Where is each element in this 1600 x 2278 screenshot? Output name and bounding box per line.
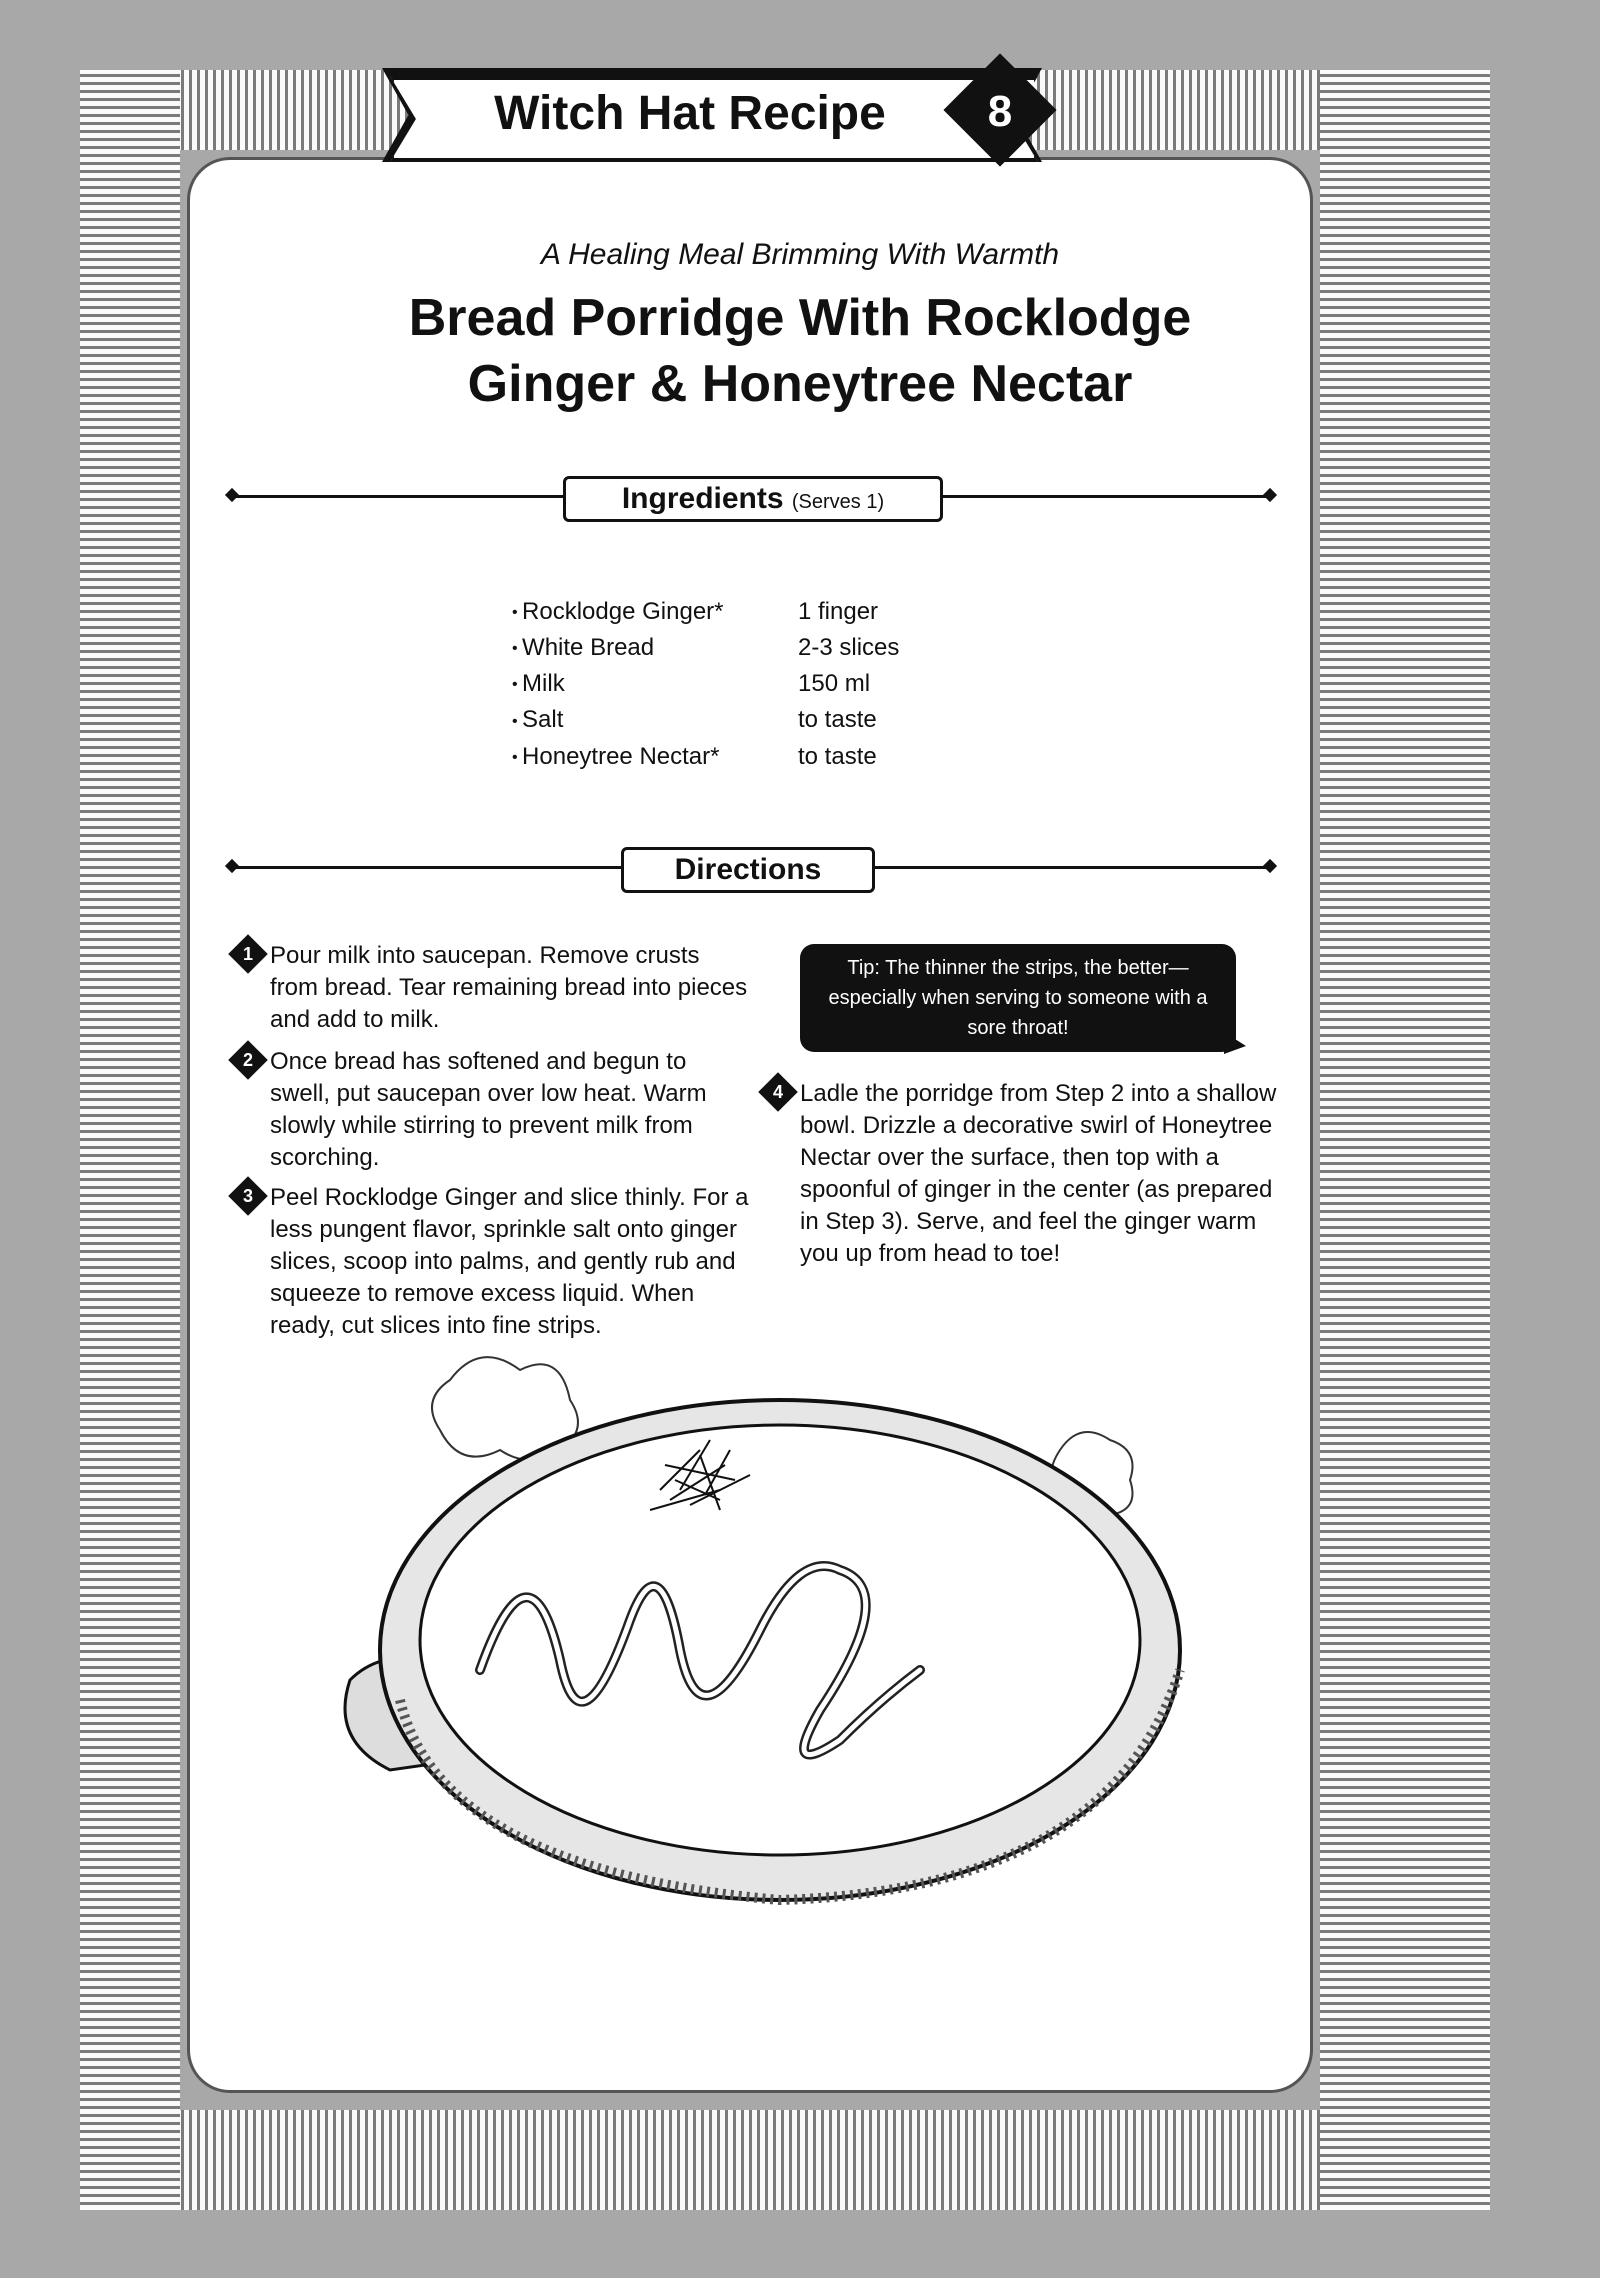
step-text: Pour milk into saucepan. Remove crusts from bread. Tear remaining bread into pieces and add to milk. (270, 942, 748, 1033)
step-text: Once bread has softened and begun to swell, put saucepan over low heat. Warm slowly while stirring to prevent milk from scorching. (270, 1048, 707, 1171)
tip-text: Tip: The thinner the strips, the better—especially when serving to someone with a sore throat! (828, 957, 1208, 1039)
ingredient-name: • White Bread (512, 630, 798, 666)
list-item (512, 739, 1012, 775)
step-number-badge: 3 (228, 1176, 268, 1216)
direction-step-4 (772, 1078, 1280, 1270)
list-item (512, 630, 1012, 666)
direction-step-2 (242, 1046, 750, 1174)
ingredients-divider (225, 476, 1277, 516)
recipe-title-line-1: Bread Porridge With Rocklodge (408, 289, 1192, 347)
ingredient-amount: 150 ml (798, 670, 871, 698)
chapter-number: 8 (987, 87, 1013, 136)
border-left-pattern (80, 70, 180, 2210)
tip-callout (800, 944, 1236, 1052)
ingredient-name: • Salt (512, 702, 798, 738)
ingredients-heading: Ingredients (Serves 1) (563, 476, 943, 522)
recipe-title (250, 285, 1350, 417)
ingredient-amount: to taste (798, 706, 877, 734)
direction-step-3 (242, 1182, 750, 1342)
list-item (512, 594, 1012, 630)
recipe-title-line-2: Ginger & Honeytree Nectar (467, 355, 1133, 413)
ingredient-amount: 1 finger (798, 598, 879, 625)
serves-label: (Serves 1) (791, 491, 885, 513)
list-item (512, 666, 1012, 702)
ingredient-amount: to taste (798, 742, 877, 770)
ingredient-name: • Rocklodge Ginger* (512, 594, 798, 630)
porridge-surface (420, 1425, 1140, 1855)
step-text: Peel Rocklodge Ginger and slice thinly. For a less pungent flavor, sprinkle salt onto ginger slices, scoop into palms, and gently rub and squeeze to remove excess liquid. When ready, cut slices into fine strips. (270, 1184, 749, 1339)
step-number-badge: 4 (758, 1072, 798, 1112)
list-item (512, 702, 1012, 738)
ingredient-list (512, 594, 1012, 775)
tip-callout-tail (1224, 1032, 1246, 1054)
ingredient-name: • Honeytree Nectar* (512, 739, 798, 775)
step-number-badge: 1 (228, 934, 268, 974)
directions-divider (225, 847, 1277, 887)
step-text: Ladle the porridge from Step 2 into a shallow bowl. Drizzle a decorative swirl of Honeytree Nectar over the surface, then top with a spoonful of ginger in the center (as prepared in Step 3). Serve, and feel the ginger warm you up from head to toe! (800, 1080, 1277, 1267)
ingredient-amount: 2-3 slices (798, 634, 900, 662)
title-banner (370, 62, 1070, 172)
border-bottom-pattern (80, 2110, 1490, 2210)
ingredient-name: • Milk (512, 666, 798, 702)
porridge-bowl-illustration (330, 1340, 1230, 1940)
banner-title: Witch Hat Recipe (494, 87, 886, 140)
recipe-subtitle: A Healing Meal Brimming With Warmth (540, 238, 1060, 271)
step-number-badge: 2 (228, 1040, 268, 1080)
direction-step-1 (242, 940, 750, 1036)
directions-heading: Directions (621, 847, 875, 893)
